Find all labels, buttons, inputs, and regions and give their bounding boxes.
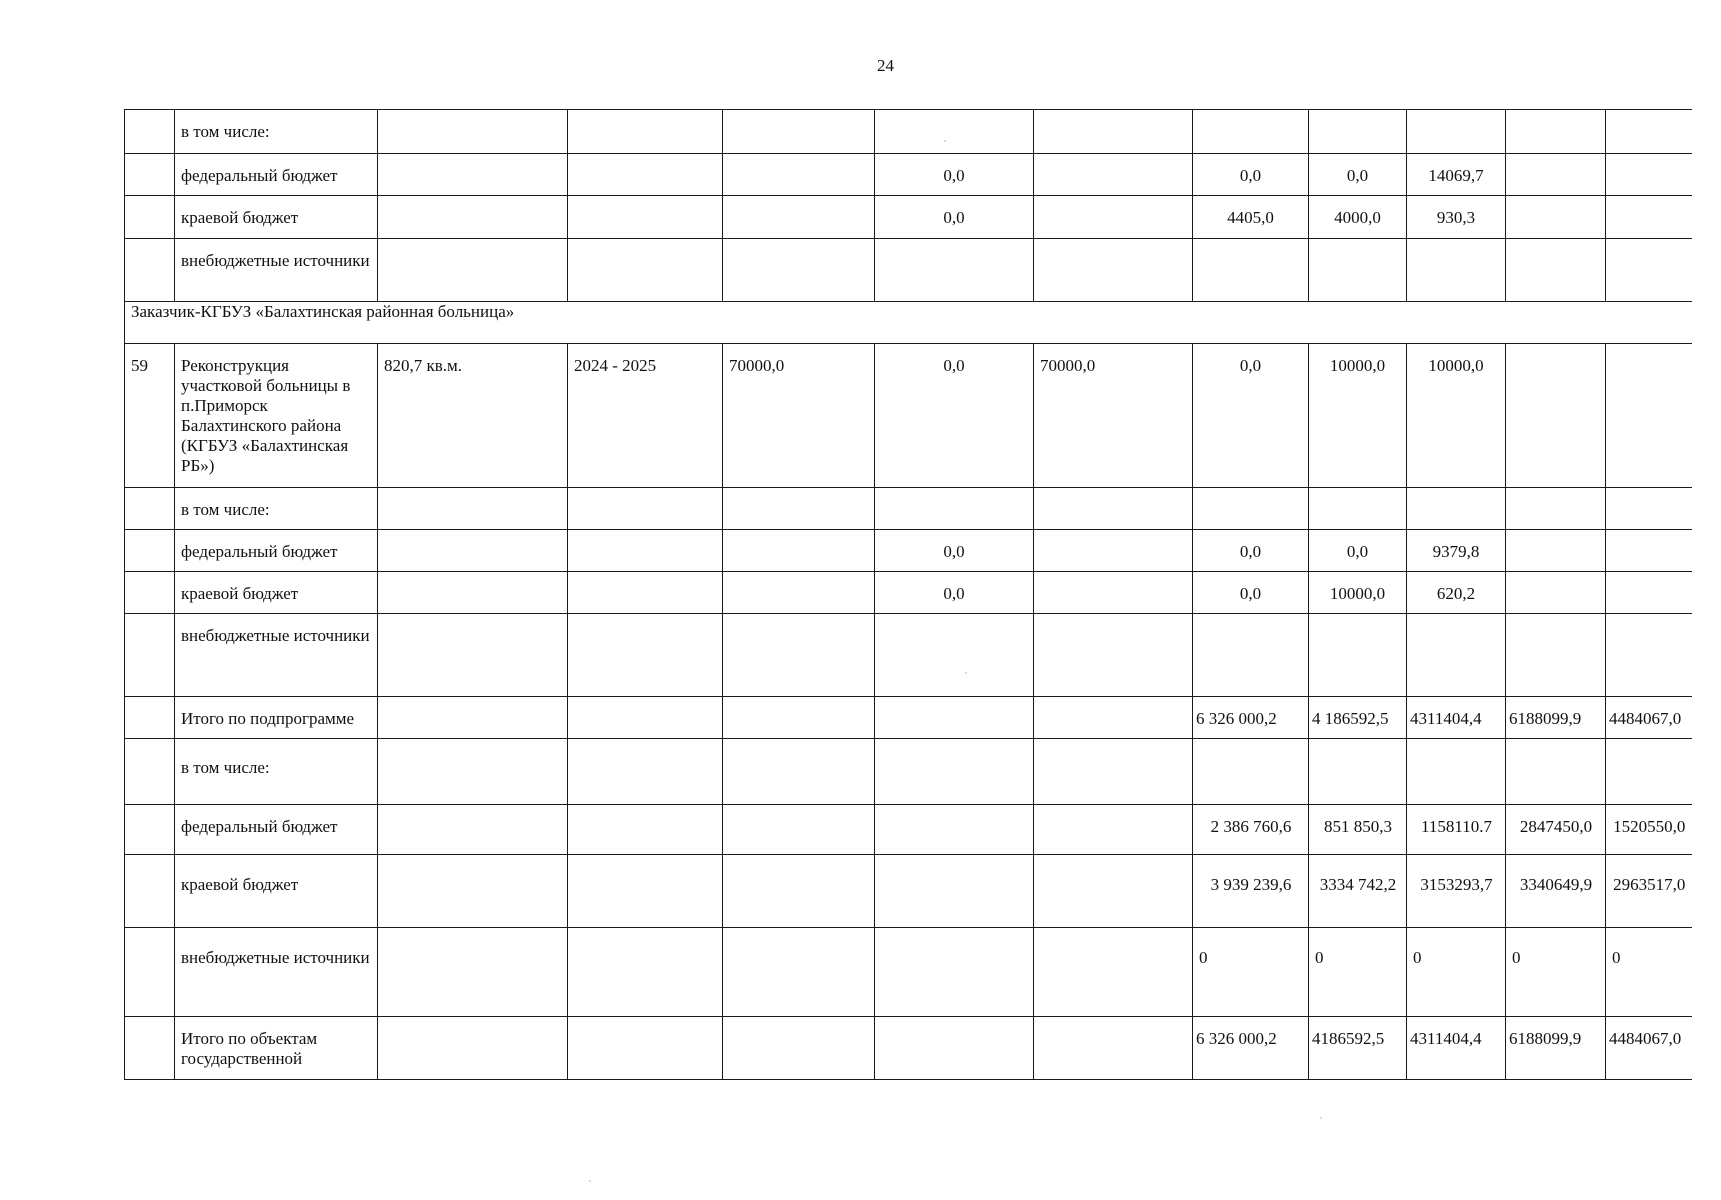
cell-value: 0 (1606, 928, 1692, 1017)
cell-value: 620,2 (1407, 572, 1506, 614)
cell-value: 851 850,3 (1309, 805, 1407, 855)
cell-value: 0,0 (1193, 344, 1309, 488)
cell-value: 6188099,9 (1506, 697, 1606, 739)
row-label: краевой бюджет (175, 572, 378, 614)
cell-value: 70000,0 (723, 344, 875, 488)
cell-value: 0,0 (1193, 154, 1309, 196)
cell-value: 1520550,0 (1606, 805, 1692, 855)
cell-value: 2847450,0 (1506, 805, 1606, 855)
cell-value: 6 326 000,2 (1193, 1017, 1309, 1080)
cell-value: 0,0 (1309, 530, 1407, 572)
row-label: в том числе: (175, 488, 378, 530)
object-number: 59 (125, 344, 175, 488)
cell-value: 70000,0 (1034, 344, 1193, 488)
scan-speck (1320, 1117, 1322, 1119)
cell-value: 0 (1407, 928, 1506, 1017)
cell-value: 2 386 760,6 (1193, 805, 1309, 855)
cell-value: 6 326 000,2 (1193, 697, 1309, 739)
cell-value: 4000,0 (1309, 196, 1407, 239)
cell-value: 930,3 (1407, 196, 1506, 239)
row-label: краевой бюджет (175, 196, 378, 239)
cell-value: 4311404,4 (1407, 1017, 1506, 1080)
object-name: Реконструкция участковой больницы в п.Приморск Балахтинского района (КГБУЗ «Балахтинская РБ») (175, 344, 378, 488)
cell-value: 10000,0 (1309, 572, 1407, 614)
cell-value: 6188099,9 (1506, 1017, 1606, 1080)
table-row (125, 239, 1692, 302)
cell-value: 0,0 (875, 344, 1034, 488)
cell-value: 4311404,4 (1407, 697, 1506, 739)
cell-value: 0,0 (1193, 530, 1309, 572)
row-label: внебюджетные источники (175, 239, 378, 302)
cell-value: 0 (1193, 928, 1309, 1017)
cell-value: 2963517,0 (1606, 855, 1692, 928)
row-label: федеральный бюджет (175, 805, 378, 855)
cell-value: 4484067,0 (1606, 1017, 1692, 1080)
row-label: Итого по подпрограмме (175, 697, 378, 739)
cell-value: 0,0 (875, 572, 1034, 614)
scan-speck (965, 672, 967, 674)
cell-value: 4 186592,5 (1309, 697, 1407, 739)
cell-value: 10000,0 (1407, 344, 1506, 488)
section-row (125, 302, 1692, 344)
row-label: краевой бюджет (175, 855, 378, 928)
cell-value: 9379,8 (1407, 530, 1506, 572)
cell-value: 0,0 (875, 196, 1034, 239)
cell-value: 4186592,5 (1309, 1017, 1407, 1080)
cell-value: 10000,0 (1309, 344, 1407, 488)
cell-value: 1158110.7 (1407, 805, 1506, 855)
table-row (125, 928, 1692, 1017)
row-label: внебюджетные источники (175, 928, 378, 1017)
table-row (125, 488, 1692, 530)
table-row (125, 855, 1692, 928)
cell-value: 0,0 (1309, 154, 1407, 196)
cell-value: 4484067,0 (1606, 697, 1692, 739)
section-title: Заказчик-КГБУЗ «Балахтинская районная больница» (125, 302, 1692, 344)
cell-value: 3340649,9 (1506, 855, 1606, 928)
cell-value: 3153293,7 (1407, 855, 1506, 928)
table-row (125, 344, 1692, 488)
table-row (125, 739, 1692, 805)
table-row (125, 614, 1692, 697)
table-row (125, 196, 1692, 239)
cell-value: 0 (1309, 928, 1407, 1017)
cell-value: 3334 742,2 (1309, 855, 1407, 928)
row-label: федеральный бюджет (175, 530, 378, 572)
row-label: в том числе: (175, 110, 378, 154)
table-row (125, 572, 1692, 614)
table-row (125, 110, 1692, 154)
row-label: в том числе: (175, 739, 378, 805)
row-label: федеральный бюджет (175, 154, 378, 196)
cell-no (125, 110, 175, 154)
object-capacity: 820,7 кв.м. (378, 344, 568, 488)
scan-speck (589, 1180, 591, 1182)
table-row (125, 530, 1692, 572)
row-label: Итого по объектам государственной (175, 1017, 378, 1080)
scan-speck (944, 140, 946, 142)
cell-value: 4405,0 (1193, 196, 1309, 239)
cell-value: 0,0 (1193, 572, 1309, 614)
cell-value: 0 (1506, 928, 1606, 1017)
row-label: внебюджетные источники (175, 614, 378, 697)
table-row (125, 805, 1692, 855)
page-number: 24 (877, 56, 894, 75)
table-row (125, 1017, 1692, 1080)
table-row (125, 697, 1692, 739)
cell-value: 0,0 (875, 154, 1034, 196)
cell-value: 0,0 (875, 530, 1034, 572)
table-row (125, 154, 1692, 196)
cell-value: 3 939 239,6 (1193, 855, 1309, 928)
cell-value: 14069,7 (1407, 154, 1506, 196)
object-period: 2024 - 2025 (568, 344, 723, 488)
financing-table (124, 109, 1692, 1080)
